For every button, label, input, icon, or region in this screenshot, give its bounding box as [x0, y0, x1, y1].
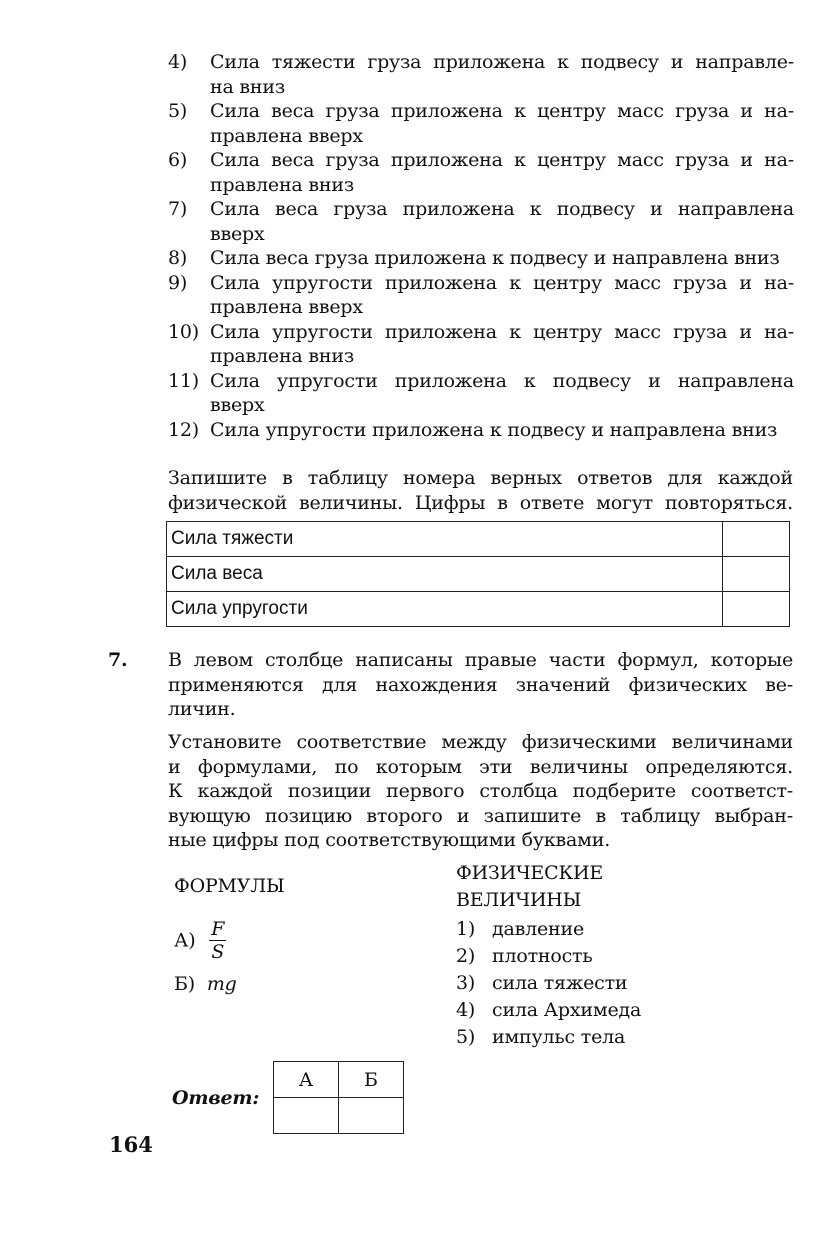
table-instruction: [168, 466, 793, 515]
quantity-item: [456, 943, 641, 970]
list-item-number: 4): [168, 51, 188, 73]
list-item-number: 9): [168, 271, 188, 294]
instruction-line: физической величины. Цифры в ответе могут повторяться.: [168, 491, 793, 514]
list-item-number: 12): [168, 418, 199, 441]
table-row: [167, 557, 790, 592]
quantity-item: [456, 997, 641, 1024]
list-item-line: Сила тяжести груза приложена к подвесу и направле-: [210, 51, 794, 73]
list-item-line: Сила упругости приложена к подвесу и направлена вниз: [210, 418, 778, 441]
list-item-number: 6): [168, 149, 188, 171]
list-item: [168, 50, 794, 99]
quantity-text: импульс тела: [492, 1026, 626, 1048]
fraction-denominator: S: [211, 941, 225, 963]
answer-input-b[interactable]: [339, 1098, 404, 1134]
list-item-line: Сила упругости приложена к центру масс груза и на-: [210, 320, 794, 343]
instruction-line: ные цифры под соответствующими буквами.: [168, 829, 611, 851]
formula-a: [174, 918, 226, 963]
list-item: [168, 418, 794, 443]
task-number: 7.: [108, 649, 128, 671]
fraction-numerator: F: [211, 918, 225, 940]
formula-expression: mg: [206, 973, 237, 995]
answer-cell[interactable]: [723, 557, 790, 592]
answer-cell[interactable]: [723, 522, 790, 557]
quantities-header: [456, 860, 603, 914]
intro-line: применяются для нахождения значений физических ве-: [168, 673, 793, 696]
answer-input-a[interactable]: [274, 1098, 339, 1134]
option-list: [168, 50, 794, 442]
row-label: Сила веса: [167, 557, 723, 592]
list-item-line: Сила веса груза приложена к подвесу и направлена вниз: [210, 247, 780, 269]
answer-col-b: Б: [339, 1062, 404, 1098]
quantity-number: 5): [456, 1026, 476, 1048]
answer-grid-header: [274, 1062, 404, 1098]
quantity-number: 1): [456, 918, 476, 940]
quantity-text: давление: [492, 918, 585, 940]
formula-letter: Б): [174, 973, 195, 995]
list-item-line: правлена вниз: [210, 173, 354, 196]
answer-cell[interactable]: [723, 592, 790, 627]
list-item-number: 11): [168, 369, 199, 392]
list-item: [168, 369, 794, 418]
instruction-line: вующую позицию второго и запишите в таблицу выбран-: [168, 804, 793, 827]
instruction-line: и формулами, по которым эти величины определяются.: [168, 755, 793, 778]
answer-table: [166, 521, 790, 627]
quantity-text: сила тяжести: [492, 972, 628, 994]
instruction-line: Запишите в таблицу номера верных ответов для каждой: [168, 467, 793, 489]
list-item-line: вверх: [210, 222, 265, 245]
formulas-header: ФОРМУЛЫ: [174, 875, 285, 897]
quantity-text: сила Архимеда: [492, 999, 642, 1021]
quantity-item: [456, 970, 641, 997]
quantity-number: 3): [456, 972, 476, 994]
quantities-header-line: ВЕЛИЧИНЫ: [456, 889, 582, 911]
intro-line: личин.: [168, 698, 236, 720]
formula-b: [174, 972, 237, 997]
list-item: [168, 99, 794, 148]
option-items: [168, 50, 794, 442]
instruction-line: Установите соответствие между физическими величинами: [168, 731, 793, 753]
row-label: Сила тяжести: [167, 522, 723, 557]
table-row: [167, 592, 790, 627]
answer-grid-inputs: [274, 1098, 404, 1134]
list-item-line: Сила веса груза приложена к центру масс груза и на-: [210, 149, 794, 171]
page-number: 164: [109, 1132, 153, 1157]
quantity-text: плотность: [492, 945, 593, 967]
quantities-list: [456, 916, 641, 1051]
table-row: [167, 522, 790, 557]
list-item-number: 7): [168, 198, 188, 220]
list-item-line: правлена вверх: [210, 124, 363, 147]
list-item: [168, 148, 794, 197]
instruction-line: К каждой позиции первого столбца подберите соответст-: [168, 780, 793, 802]
list-item-line: Сила веса груза приложена к подвесу и направлена: [210, 198, 794, 220]
formula-letter: А): [174, 929, 196, 952]
answer-grid: [273, 1061, 404, 1134]
list-item-line: правлена вниз: [210, 345, 354, 367]
list-item-line: вверх: [210, 394, 265, 416]
list-item-line: правлена вверх: [210, 296, 363, 318]
list-item-line: Сила веса груза приложена к центру масс груза и на-: [210, 100, 794, 122]
task-instruction: [168, 730, 793, 853]
list-item-line: на вниз: [210, 75, 286, 98]
fraction: [209, 918, 226, 963]
list-item-line: Сила упругости приложена к подвесу и направлена: [210, 369, 794, 392]
quantity-number: 2): [456, 945, 476, 967]
row-label: Сила упругости: [167, 592, 723, 627]
task-intro: [168, 648, 793, 722]
list-item: [168, 320, 794, 369]
quantity-number: 4): [456, 999, 476, 1021]
list-item-number: 10): [168, 320, 199, 343]
list-item: [168, 197, 794, 246]
list-item-line: Сила упругости приложена к центру масс груза и на-: [210, 271, 794, 294]
quantity-items: [456, 916, 641, 1051]
quantities-header-line: ФИЗИЧЕСКИЕ: [456, 862, 603, 884]
list-item: [168, 271, 794, 320]
list-item-number: 8): [168, 247, 188, 269]
answer-label: Ответ:: [172, 1087, 260, 1109]
intro-line: В левом столбце написаны правые части формул, которые: [168, 649, 793, 671]
list-item: [168, 246, 794, 271]
answer-col-a: А: [274, 1062, 339, 1098]
list-item-number: 5): [168, 100, 188, 122]
quantity-item: [456, 916, 641, 943]
quantity-item: [456, 1024, 641, 1051]
